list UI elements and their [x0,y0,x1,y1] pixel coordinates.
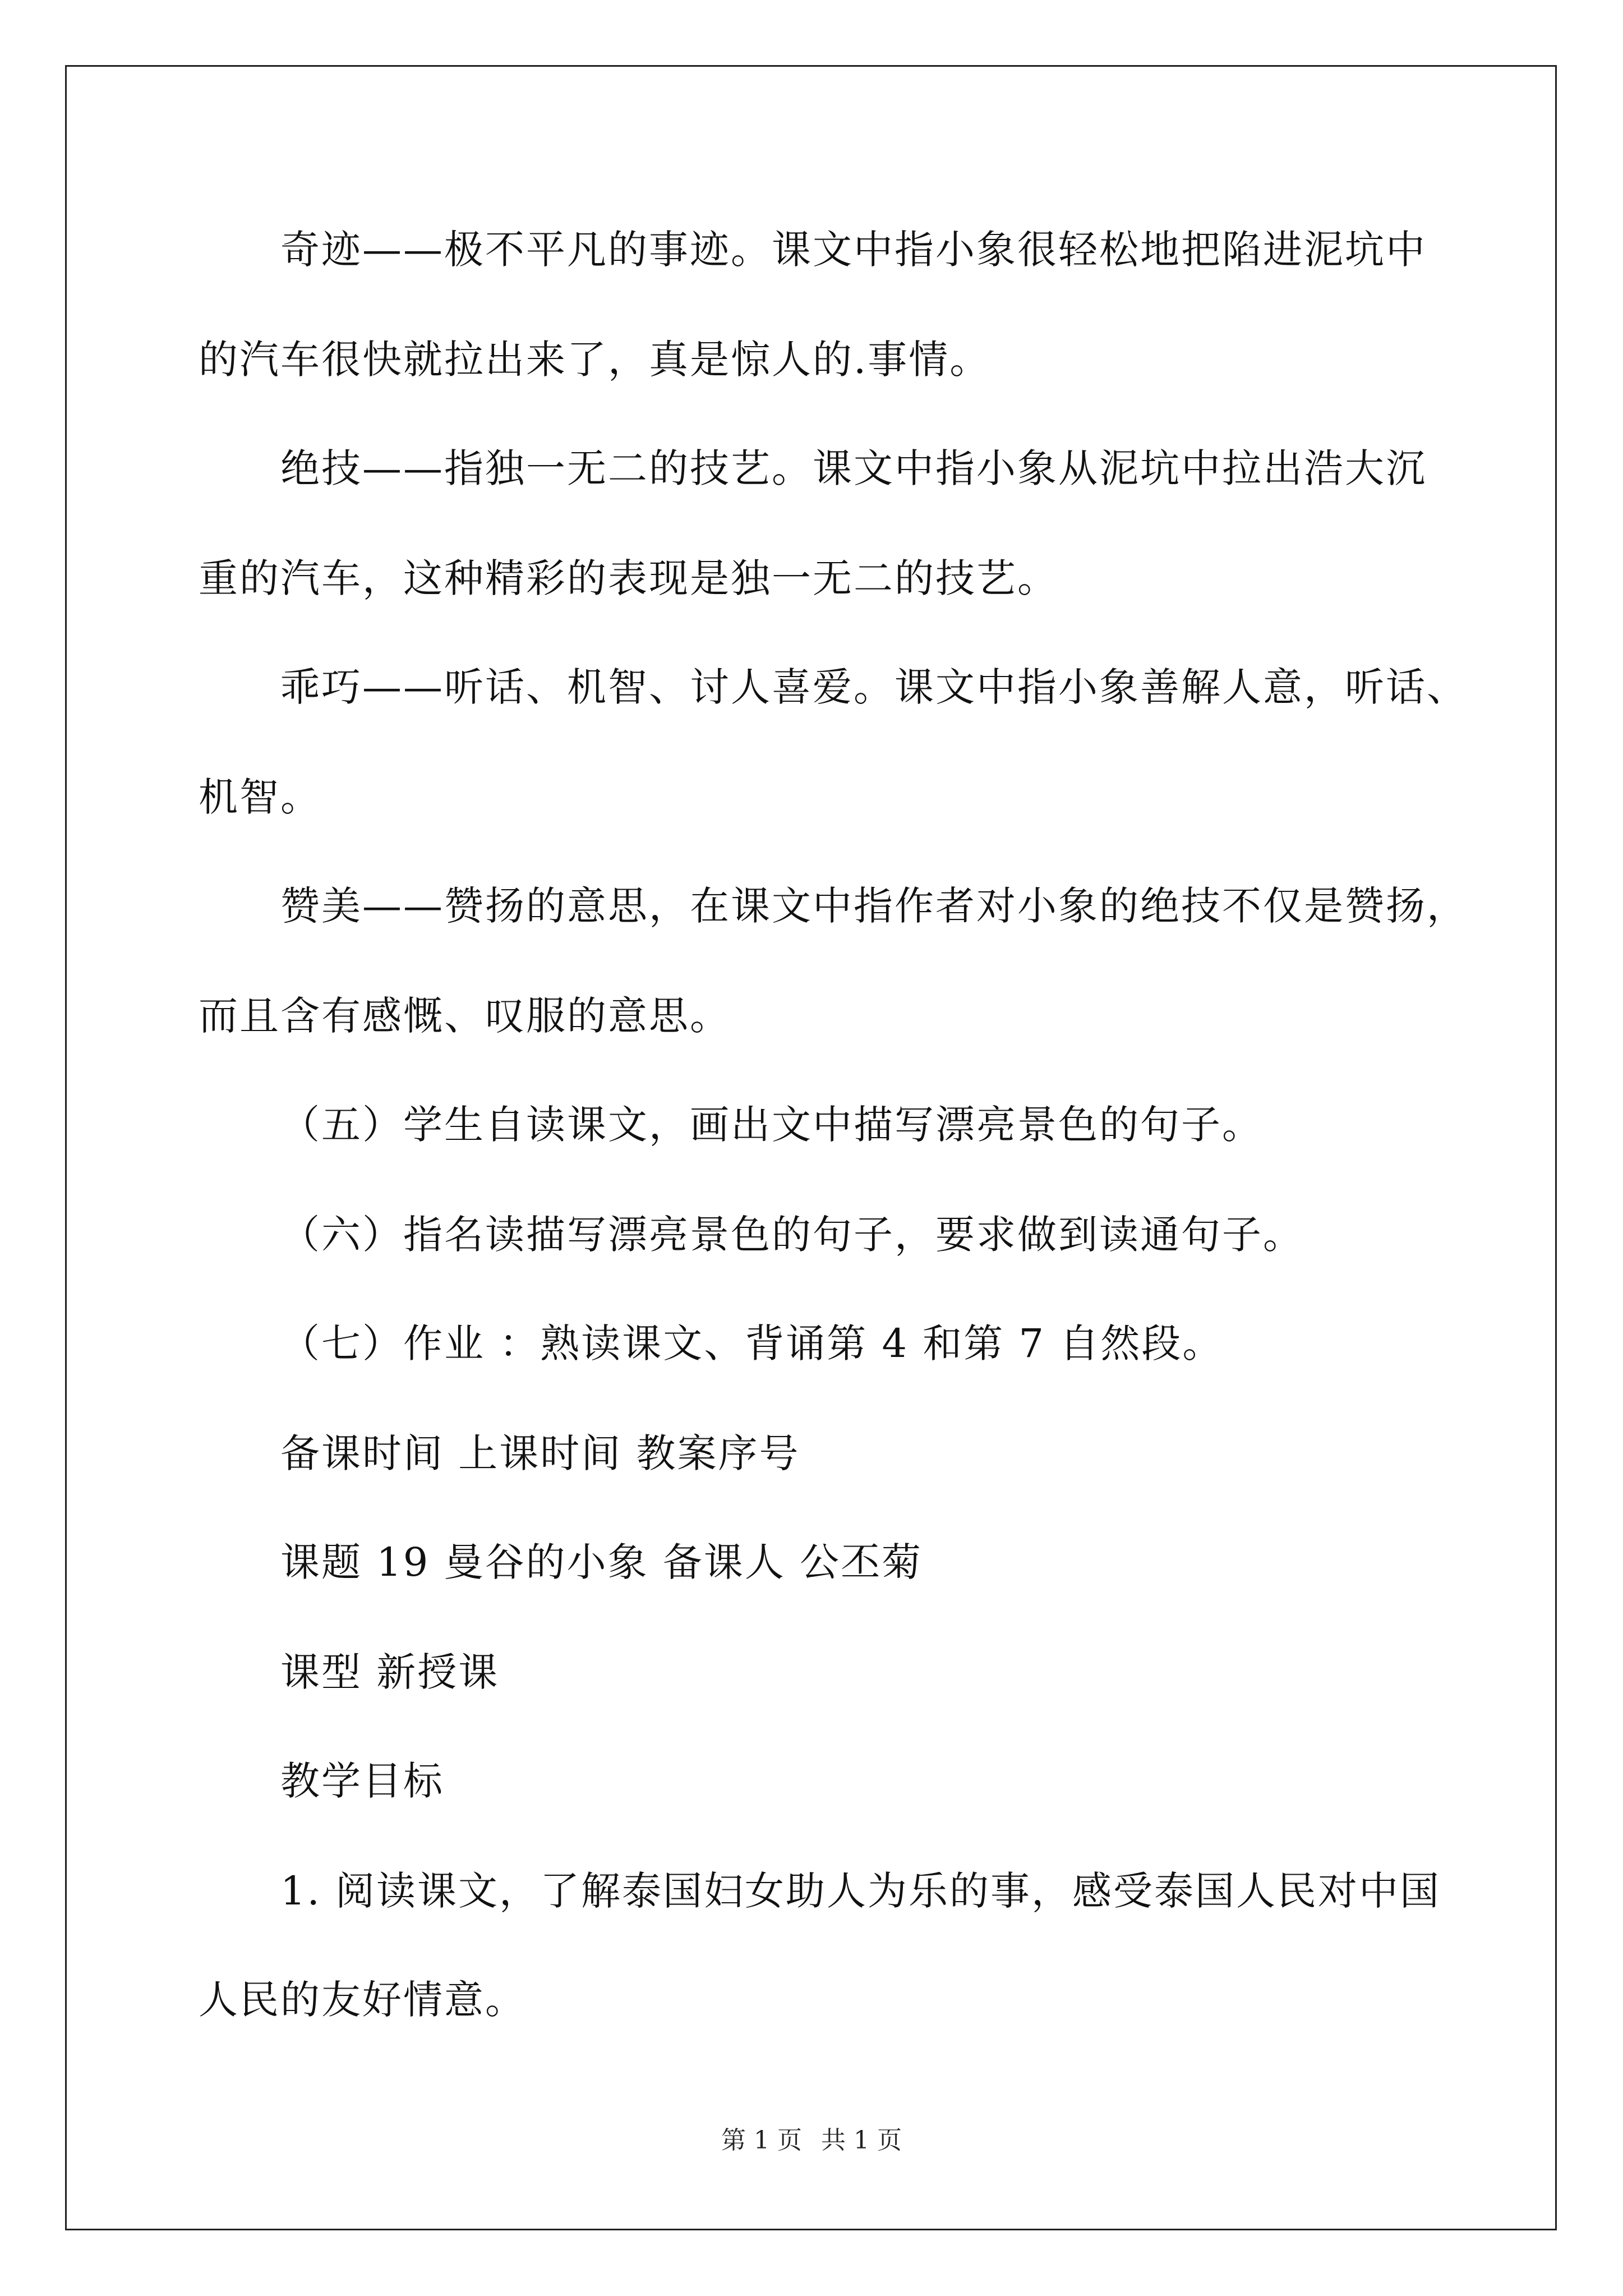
page-footer [0,2125,1623,2156]
paragraph-line: 奇迹——极不平凡的事迹。课文中指小象很轻松地把陷进泥坑中 [280,227,1427,273]
page-number-total: 共 1 页 [821,2126,902,2155]
paragraph-line: 1. 阅读课文，了解泰国妇女助人为乐的事，感受泰国人民对中国 [280,1868,1441,1914]
paragraph-line: 课题 19 曼谷的小象 备课人 公丕菊 [280,1539,923,1585]
page-number-current: 第 1 页 [721,2126,802,2155]
paragraph-line: （七）作业 ：熟读课文、背诵第 4 和第 7 自然段。 [280,1320,1224,1366]
paragraph-line: （五）学生自读课文，画出文中描写漂亮景色的句子。 [280,1102,1263,1148]
paragraph-line: 的汽车很快就拉出来了，真是惊人的.事情。 [199,337,991,383]
paragraph-line: 教学目标 [280,1758,444,1804]
paragraph-line: 人民的友好情意。 [199,1977,526,2023]
paragraph-line: （六）指名读描写漂亮景色的句子，要求做到读通句子。 [280,1212,1304,1258]
paragraph-line: 备课时间 上课时间 教案序号 [280,1430,800,1476]
paragraph-line: 赞美——赞扬的意思，在课文中指作者对小象的绝技不仅是赞扬， [280,883,1468,929]
paragraph-line: 乖巧——听话、机智、讨人喜爱。课文中指小象善解人意，听话、 [280,664,1468,710]
paragraph-line: 重的汽车，这种精彩的表现是独一无二的技艺。 [199,555,1058,601]
paragraph-line: 课型 新授课 [280,1649,500,1695]
paragraph-line: 而且含有感慨、叹服的意思。 [199,993,731,1039]
paragraph-line: 机智。 [199,774,321,820]
paragraph-line: 绝技——指独一无二的技艺。课文中指小象从泥坑中拉出浩大沉 [280,445,1427,491]
